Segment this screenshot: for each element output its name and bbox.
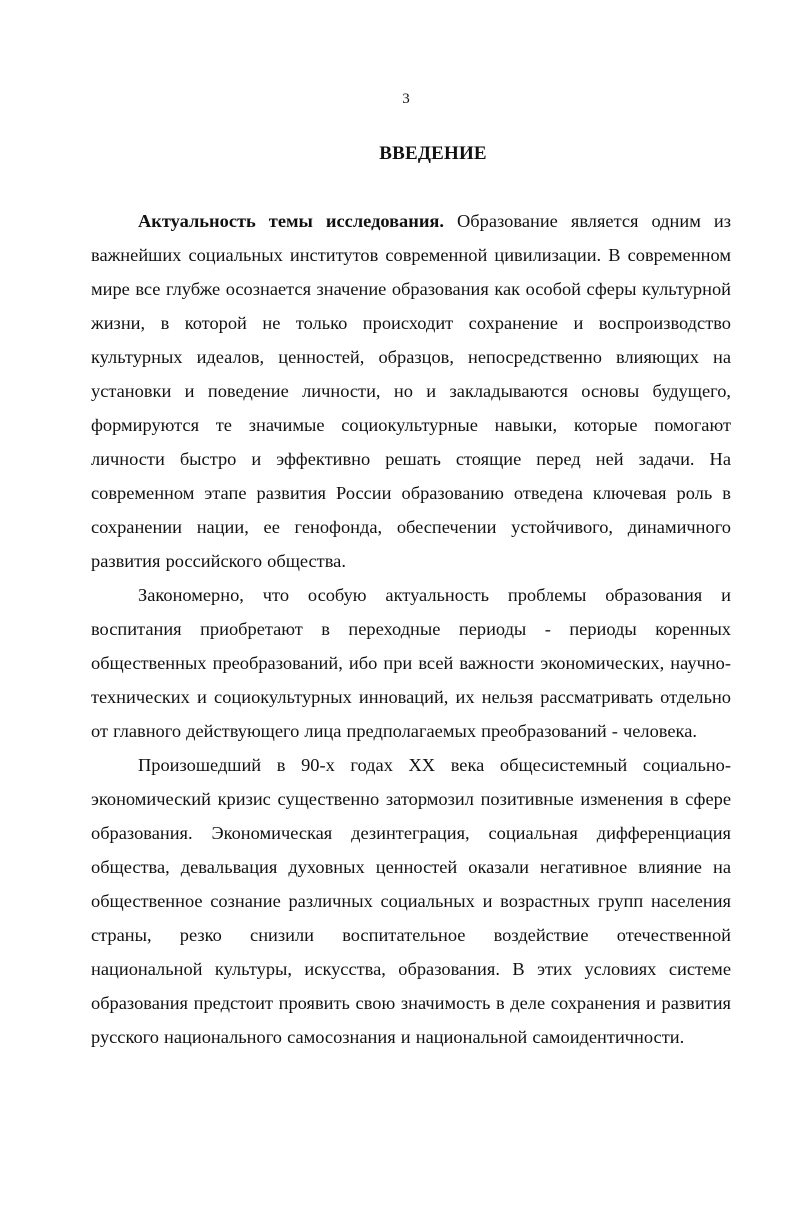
paragraph-text: Образование является одним из важнейших социальных институтов современной цивилизации. В современном мире все глубже осознается значение образования как особой сферы культурной жизни, в которой не только происходит сохранение и воспроизводство культурных идеалов, ценностей, образцов, непосредственно влияющих на установки и поведение личности, но и закладываются основы будущего, формируются те значимые социокультурные навыки, которые помогают личности быстро и эффективно решать стоящие перед ней задачи. На современном этапе развития России образованию отведена ключевая роль в сохранении нации, ее генофонда, обеспечении устойчивого, динамичного развития российского общества. <box>91 211 731 571</box>
paragraph-text: Закономерно, что особую актуальность проблемы образования и воспитания приобретают в переходные периоды - периоды коренных общественных преобразований, ибо при всей важности экономических, научно-технических и социокультурных инноваций, их нельзя рассматривать отдельно от главного действующего лица предполагаемых преобразований - человека. <box>91 585 731 741</box>
paragraph-lead: Актуальность темы исследования. <box>138 211 444 231</box>
body-text <box>91 204 731 1054</box>
paragraph-relevance <box>91 204 731 578</box>
paragraph-transition-periods <box>91 578 731 748</box>
paragraph-crisis <box>91 748 731 1054</box>
section-heading: ВВЕДЕНИЕ <box>379 143 487 164</box>
paragraph-text: Произошедший в 90-х годах XX века общесистемный социально-экономический кризис существенно затормозил позитивные изменения в сфере образования. Экономическая дезинтеграция, социальная дифференциация общества, девальвация духовных ценностей оказали негативное влияние на общественное сознание различных социальных и возрастных групп населения страны, резко снизили воспитательное воздействие отечественной национальной культуры, искусства, образования. В этих условиях системе образования предстоит проявить свою значимость в деле сохранения и развития русского национального самосознания и национальной самоидентичности. <box>91 755 731 1047</box>
page-number: 3 <box>402 91 410 107</box>
